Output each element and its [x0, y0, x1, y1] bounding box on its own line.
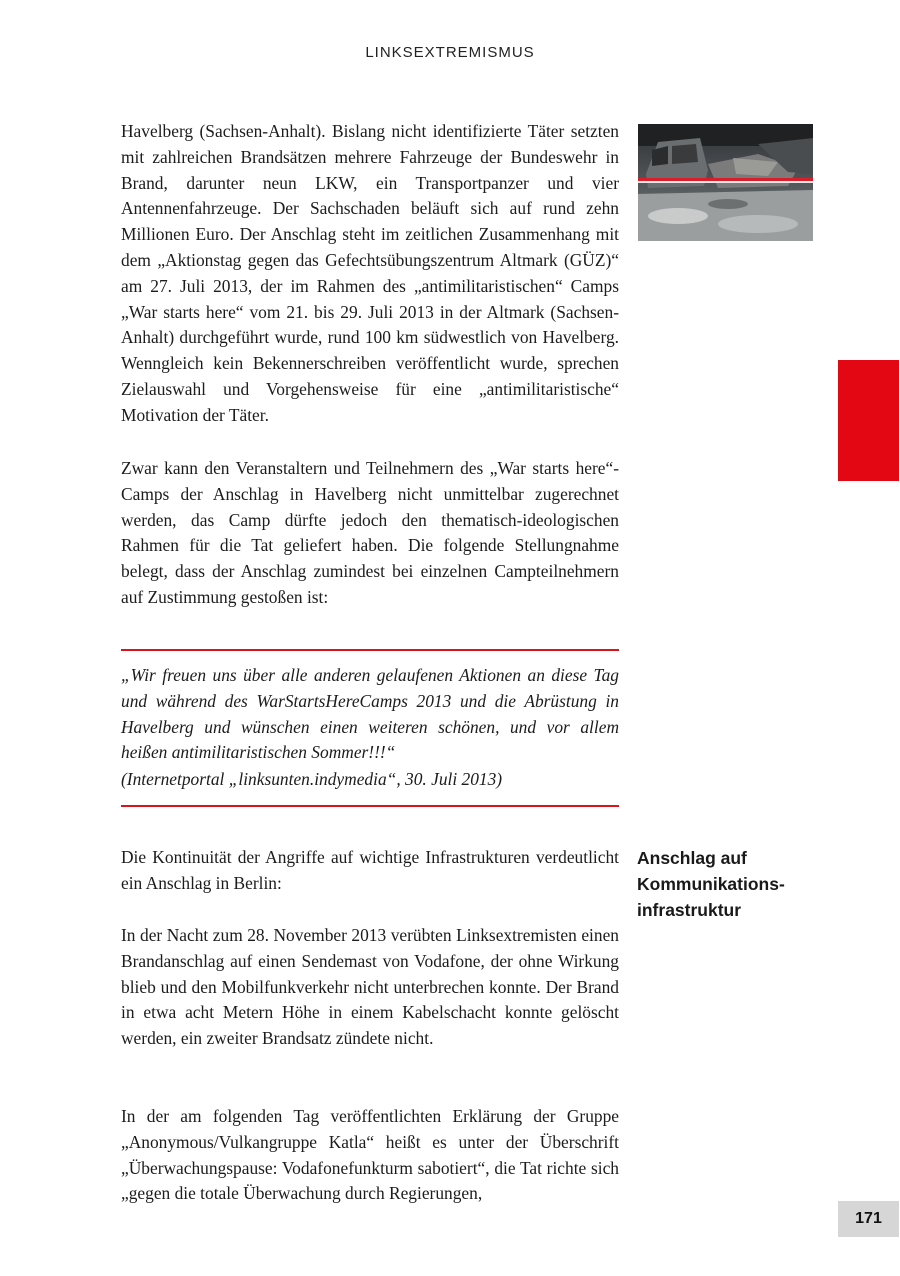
quote-block	[121, 649, 619, 807]
paragraph-claim	[121, 1104, 619, 1207]
body-paragraph: Zwar kann den Veranstaltern und Teilnehmern des „War starts here“-Camps der Anschlag in Havelberg nicht unmittelbar zugerechnet werden, das Camp dürfte jedoch den thematisch-ideologischen Rahmen für die Tat geliefert haben. Die folgende Stellungnahme belegt, dass der Anschlag zumindest bei einzelnen Campteilnehmern auf Zustimmung gestoßen ist:	[121, 458, 619, 607]
paragraph-vodafone-attack	[121, 923, 619, 1052]
paragraph-berlin-intro	[121, 845, 619, 897]
quote-text: „Wir freuen uns über alle anderen gelaufenen Aktionen an diese Tag und während des WarStartsHereCamps 2013 und die Abrüstung in Havelberg und wünschen einen weiteren schönen, und vor allem heißen antimilitaristischen Sommer!!!“	[121, 665, 619, 763]
body-paragraph: In der am folgenden Tag veröffentlichten Erklärung der Gruppe „Anonymous/Vulkangruppe Katla“ heißt es unter der Überschrift „Überwachungspause: Vodafonefunkturm sabotiert“, die Tat richte sich „gegen die totale Überwachung durch Regierungen,	[121, 1106, 619, 1204]
body-paragraph: Havelberg (Sachsen-Anhalt). Bislang nicht identifizierte Täter setzten mit zahlreichen Brandsätzen mehrere Fahrzeuge der Bundeswehr in Brand, darunter neun LKW, ein Transportpanzer und vier Antennenfahrzeuge. Der Sachschaden beläuft sich auf rund zehn Millionen Euro. Der Anschlag steht im zeitlichen Zusammenhang mit dem „Aktionstag gegen das Gefechtsübungszentrum Altmark (GÜZ)“ am 27. Juli 2013, der im Rahmen des „antimilitaristischen“ Camps „War starts here“ vom 21. bis 29. Juli 2013 in der Altmark (Sachsen-Anhalt) durchgeführt wurde, rund 100 km südwestlich von Havelberg. Wenngleich kein Bekennerschreiben veröffentlicht wurde, sprechen Zielauswahl und Vorgehensweise für eine „antimilitaristische“ Motivation der Täter.	[121, 121, 619, 425]
running-header: LINKSEXTREMISMUS	[365, 44, 535, 61]
body-paragraph: Die Kontinuität der Angriffe auf wichtige Infrastrukturen verdeutlicht ein Anschlag in Berlin:	[121, 847, 619, 893]
margin-heading-line: Anschlag auf	[637, 848, 747, 868]
paragraph-war-starts-here	[121, 456, 619, 611]
margin-heading-line: infrastruktur	[637, 900, 742, 920]
paragraph-havelberg	[121, 119, 619, 429]
margin-heading-line: Kommunikations-	[637, 874, 785, 894]
margin-heading	[637, 845, 817, 923]
page-number: 171	[838, 1201, 899, 1237]
burned-vehicles-photo	[638, 124, 813, 241]
chapter-color-tab	[838, 360, 899, 481]
body-paragraph: In der Nacht zum 28. November 2013 verübten Linksextremisten einen Brandanschlag auf einen Sendemast von Vodafone, der ohne Wirkung blieb und den Mobilfunkverkehr nicht unterbrechen konnte. Der Brand in etwa acht Metern Höhe in einem Kabelschacht konnte gelöscht werden, ein zweiter Brandsatz zündete nicht.	[121, 925, 619, 1049]
quote-source: (Internetportal „linksunten.indymedia“, 30. Juli 2013)	[121, 769, 503, 789]
